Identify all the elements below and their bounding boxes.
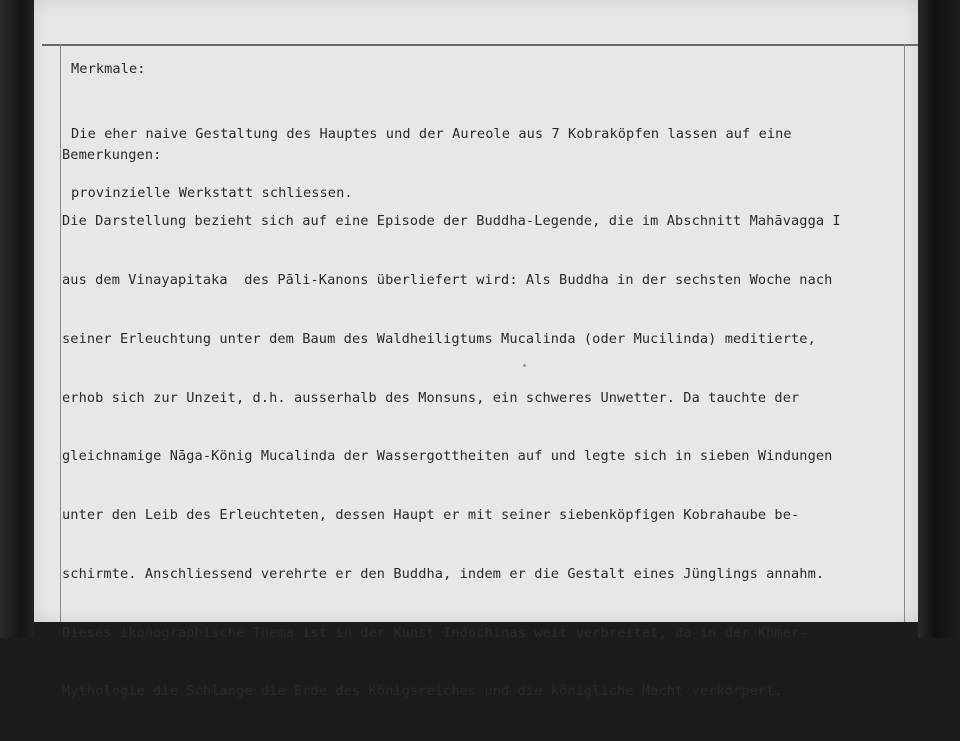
merkmale-line: provinzielle Werkstatt schliessen. [71, 184, 353, 201]
card-left-margin-rule [60, 44, 61, 622]
bemerkungen-heading: Bemerkungen: [62, 147, 162, 163]
merkmale-line: Die eher naive Gestaltung des Hauptes und der Aureole aus 7 Kobraköpfen lassen auf eine [71, 126, 792, 143]
scan-speck [523, 364, 526, 367]
card-right-margin-rule [904, 44, 905, 622]
bemerkungen-line: seiner Erleuchtung unter dem Baum des Waldheiligtums Mucalinda (oder Mucilinda) meditierte, [62, 330, 816, 347]
bemerkungen-line: gleichnamige Nāga-König Mucalinda der Wassergottheiten auf und legte sich in sieben Windungen [62, 448, 833, 465]
bemerkungen-line: Mythologie die Schlange die Erde des Königsreiches und die königliche Macht verkörpert. [62, 683, 783, 700]
bemerkungen-body [62, 173, 841, 741]
bemerkungen-line: schirmte. Anschliessend verehrte er den Buddha, indem er die Gestalt eines Jünglings annahm. [62, 565, 825, 582]
bemerkungen-line: erhob sich zur Unzeit, d.h. ausserhalb des Monsuns, ein schweres Unwetter. Da tauchte der [62, 389, 800, 406]
index-card [34, 0, 918, 700]
card-top-rule [42, 44, 918, 46]
bemerkungen-line: Dieses ikonographische Thema ist in der Kunst Indochinas weit verbreitet, da in der Khmer- [62, 624, 808, 641]
bemerkungen-line: Die Darstellung bezieht sich auf eine Episode der Buddha-Legende, die im Abschnitt Mahāvagga I [62, 213, 841, 230]
merkmale-heading: Merkmale: [71, 61, 146, 77]
bemerkungen-line: unter den Leib des Erleuchteten, dessen Haupt er mit seiner siebenköpfigen Kobrahaube be- [62, 507, 800, 524]
scan-border-left [0, 0, 34, 638]
scan-border-right [918, 0, 960, 638]
bemerkungen-line: aus dem Vinayapitaka des Pāli-Kanons überliefert wird: Als Buddha in der sechsten Woche nach [62, 271, 833, 288]
